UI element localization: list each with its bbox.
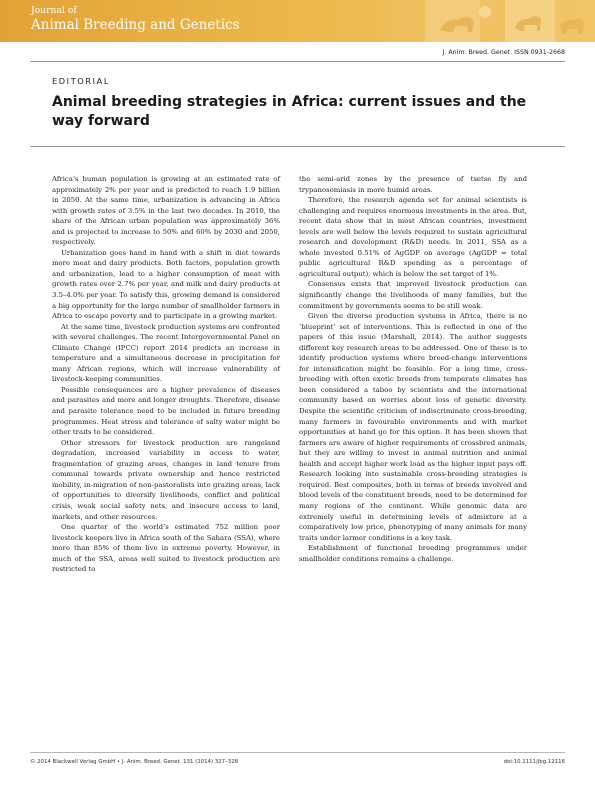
right-column: [299, 174, 527, 564]
left-column: [52, 174, 280, 575]
article-title: Animal breeding strategies in Africa: current issues and the way forward: [52, 94, 527, 129]
paragraph: Establishment of functional breeding programmes under smallholder conditions remains a challenge.: [299, 544, 527, 563]
journal-name-line1: Journal of: [31, 6, 77, 16]
paragraph: Africa’s human population is growing at an estimated rate of approximately 2% per year and is predicted to reach 1.9 billion in 2050. At the same time, urbanization is advancing in Africa with growth rates of 3.5% in the last two decades. In 2010, the share of the African urban population was approximately 36% and is projected to increase to 50% and 60% by 2030 and 2050, respectively.: [52, 175, 280, 247]
journal-issn: J. Anim. Breed. Genet. ISSN 0931-2668: [442, 49, 565, 56]
footer-divider: [30, 752, 565, 753]
paragraph: Other stressors for livestock production are rangeland degradation, increased variability in access to water, fragmentation of grazing areas, changes in land tenure from communal towards private ownership and hence restricted mobility, in-migration of non-pastoralists into grazing areas, lack of opportunities to diversify livelihoods, conflict and political crisis, weak social safety nets, and insecure access to land, markets, and other resources.: [52, 438, 280, 521]
paragraph: At the same time, livestock production systems are confronted with several challenges. The recent Intergovernmental Panel on Climate Change (IPCC) report 2014 predicts an increase in temperature and a simultaneous decrease in precipitation for many African regions, which will increase vulnerability of livestock-keeping communities.: [52, 322, 280, 384]
paragraph: One quarter of the world’s estimated 752 million poor livestock keepers live in Africa south of the Sahara (SSA), where more than 85% of them live in extreme poverty. However, in much of the SSA, areas well suited to livestock production are restricted to: [52, 523, 280, 574]
section-label: EDITORIAL: [52, 76, 111, 86]
footer-doi: doi:10.1111/jbg.12116: [503, 759, 565, 765]
header-divider: [30, 61, 565, 62]
paragraph: Given the diverse production systems in Africa, there is no ‘blueprint’ set of interventions. This is reflected in one of the papers of this issue (Marshall, 2014). The author suggests different key research areas to be addressed. One of these is to identify production systems where breed-change interventions for intensification might be feasible. For a long time, cross-breeding with often exotic breeds from temperate climates has been considered a taboo by scientists and the international community based on worries about loss of genetic diversity. Despite the scientific criticism of indiscriminate cross-breeding, many farmers in favourable environments and with market opportunities at hand go for this option. It has been shown that farmers are aware of higher requirements of crossbred animals, but they are willing to invest in animal nutrition and animal health and accept higher work load as the higher input pays off. Research looking into sustainable cross-breeding strategies is required. Best composites, both in terms of breeds involved and blood levels of the constituent breeds, need to be determined for many regions of the continent. While genomic data are extremely useful in determining levels of admixture at a comparatively low price, phenotyping of many animals for many traits under larmer conditions is a key task.: [299, 312, 527, 542]
paragraph: Possible consequences are a higher prevalence of diseases and parasites and more and longer droughts. Therefore, disease and parasite tolerance need to be included in future breeding programmes. Heat stress and tolerance of salty water might be other traits to be considered.: [52, 385, 280, 437]
banner-animal-artwork: [385, 0, 595, 42]
paragraph: Therefore, the research agenda set for animal scientists is challenging and requires enormous investments in the area. But, recent data show that in most African countries, investment levels are well below the levels required to sustain agricultural research and development (R&D) needs. In 2011, SSA as a whole invested 0.51% of AgGDP on average (AgGDP = total public agricultural R&D spending as a percentage of agricultural output), which is below the set target of 1%.: [299, 196, 527, 278]
paragraph: the semi-arid zones by the presence of tsetse fly and trypanosomiasis in more humid areas.: [299, 175, 527, 194]
footer-copyright: © 2014 Blackwell Verlag GmbH • J. Anim. Breed. Genet. 131 (2014) 327–328: [30, 759, 239, 765]
title-divider: [30, 146, 565, 147]
paragraph: Consensus exists that improved livestock production can significantly change the livelihoods of many families, but the commitment by governments seems to be still weak.: [299, 280, 527, 310]
journal-banner: [0, 0, 595, 42]
paragraph: Urbanization goes hand in hand with a shift in diet towards more meat and dairy products. Both factors, population growth and urbanization, lead to a higher consumption of meat with growth rates over 2.7% per year, and milk and dairy products at 3.5–4.0% per year. To satisfy this, growing demand is considered a big opportunity for the large number of smallholder farmers in Africa to escape poverty and to participate in a growing market.: [52, 248, 280, 321]
journal-name-line2: Animal Breeding and Genetics: [31, 17, 240, 33]
